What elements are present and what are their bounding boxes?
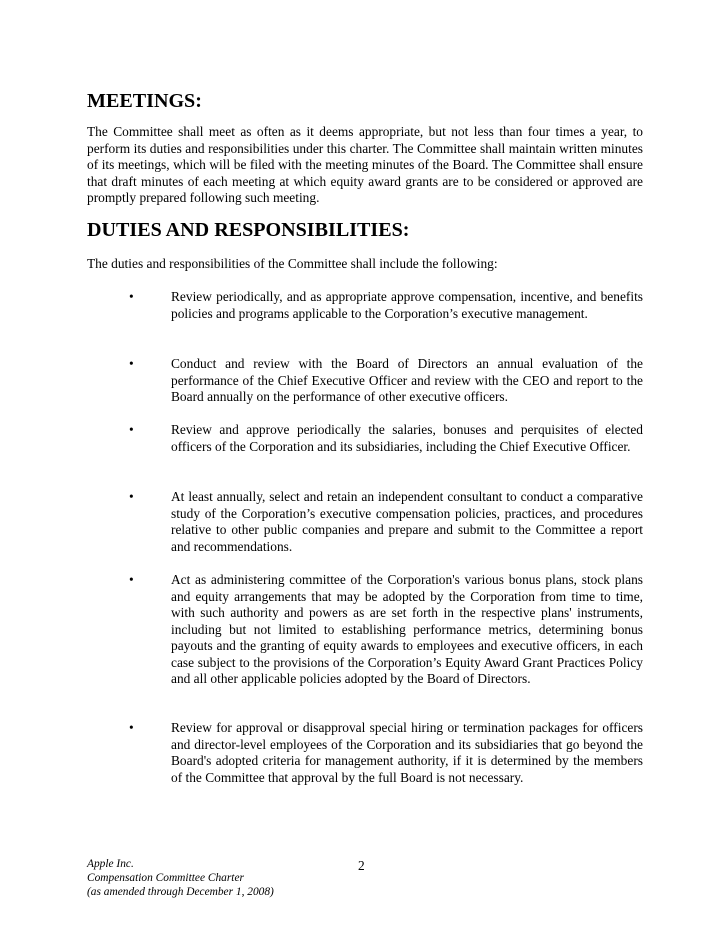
- bullet-icon: •: [129, 289, 134, 304]
- bullet-icon: •: [129, 356, 134, 371]
- bullet-icon: •: [129, 422, 134, 437]
- duty-item-text: At least annually, select and retain an independent consultant to conduct a comparative study of the Corporation’s executive compensation policies, practices, and procedures relative to other public companies and prepare and submit to the Committee a report and recommendations.: [171, 489, 643, 554]
- footer-document-title: Compensation Committee Charter: [87, 871, 244, 884]
- duty-item-text: Review periodically, and as appropriate approve compensation, incentive, and benefits policies and programs applicable to the Corporation’s executive management.: [171, 289, 643, 321]
- footer-company: Apple Inc.: [87, 858, 134, 870]
- meetings-paragraph: The Committee shall meet as often as it deems appropriate, but not less than four times a year, to perform its duties and responsibilities under this charter. The Committee shall maintain written minutes of its meetings, which will be filed with the meeting minutes of the Board. The Committee shall ensure that draft minutes of each meeting at which equity award grants are to be considered or approved are promptly prepared following such meeting.: [87, 124, 643, 205]
- footer-amended-note: (as amended through December 1, 2008): [87, 885, 274, 898]
- bullet-icon: •: [129, 720, 134, 735]
- duty-item-text: Act as administering committee of the Corporation's various bonus plans, stock plans and equity arrangements that may be adopted by the Corporation from time to time, with such authority and powers as are set forth in the respective plans' instruments, including but not limited to establishing performance metrics, determining bonus payouts and the granting of equity awards to employees and executive officers, in each case subject to the provisions of the Corporation’s Equity Award Grant Practices Policy and all other applicable policies adopted by the Board of Directors.: [171, 572, 643, 686]
- page-number: 2: [358, 858, 365, 873]
- meetings-heading: MEETINGS:: [87, 90, 202, 112]
- bullet-icon: •: [129, 489, 134, 504]
- duty-item-text: Review for approval or disapproval special hiring or termination packages for officers and director-level employees of the Corporation and its subsidiaries that go beyond the Board's adopted criteria for management authority, if it is determined by the members of the Committee that approval by the full Board is not necessary.: [171, 720, 643, 785]
- bullet-icon: •: [129, 572, 134, 587]
- duties-intro: The duties and responsibilities of the Committee shall include the following:: [87, 256, 498, 271]
- page-footer: [87, 858, 274, 899]
- duties-heading: DUTIES AND RESPONSIBILITIES:: [87, 219, 410, 241]
- duty-item-text: Review and approve periodically the salaries, bonuses and perquisites of elected officers of the Corporation and its subsidiaries, including the Chief Executive Officer.: [171, 422, 643, 454]
- duty-item-text: Conduct and review with the Board of Directors an annual evaluation of the performance of the Chief Executive Officer and review with the CEO and report to the Board annually on the performance of other executive officers.: [171, 356, 643, 404]
